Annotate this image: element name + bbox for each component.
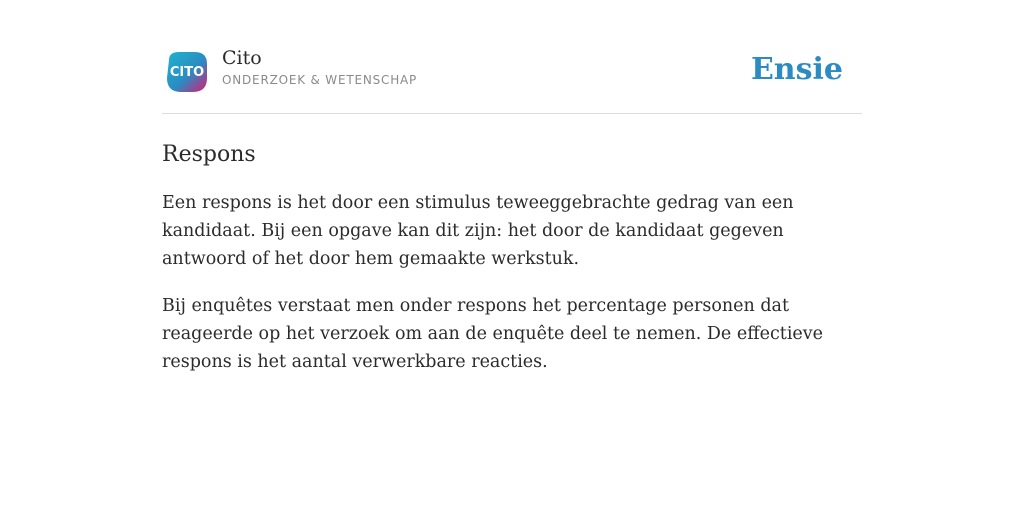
brand xyxy=(222,46,417,87)
brand-name[interactable]: Cito xyxy=(222,47,262,69)
logo-text: CITO xyxy=(169,65,205,80)
definition-paragraph: Bij enquêtes verstaat men onder respons het percentage personen dat reageerde op het verzoek om aan de enquête deel te nemen. De effectieve respons is het aantal verwerkbare reacties. xyxy=(162,296,824,372)
term-title: Respons xyxy=(162,142,256,167)
brand-subtitle: ONDERZOEK & WETENSCHAP xyxy=(222,73,418,87)
site-title[interactable]: Ensie xyxy=(750,52,843,87)
header xyxy=(162,44,862,114)
page-container xyxy=(162,44,862,376)
definition-paragraph: Een respons is het door een stimulus teweeggebrachte gedrag van een kandidaat. Bij een opgave kan dit zijn: het door de kandidaat gegeven antwoord of het door hem gemaakte werkstuk. xyxy=(162,193,794,269)
cito-logo[interactable] xyxy=(165,50,209,94)
